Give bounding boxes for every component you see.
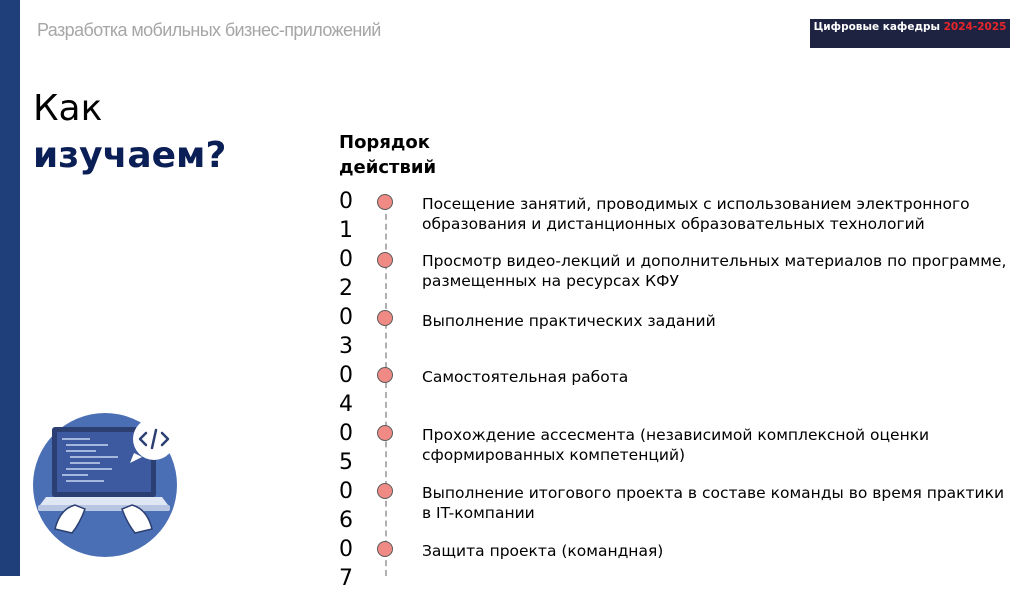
step-number: 01 [339,189,353,243]
step-dot [377,425,393,441]
step-number: 02 [339,247,353,301]
section-title: Порядок действий [339,132,437,178]
course-title: Разработка мобильных бизнес-приложений [37,20,381,40]
step-text: Выполнение практических заданий [422,312,716,330]
left-accent-bar [0,0,20,576]
step-dot [377,541,393,557]
laptop-coding-illustration [30,405,190,565]
step-text: Выполнение итогового проекта в составе команды во время практики в IT-компании [422,484,1005,522]
slide-heading-line2: изучаем? [33,135,227,176]
badge-years: 2024-2025 [943,21,1007,33]
step-text: Защита проекта (командная) [422,542,664,560]
step-number: 06 [339,479,353,533]
step-text: Просмотр видео-лекций и дополнительных материалов по программе, размещенных на ресурсах КФУ [422,252,1007,290]
step-number: 04 [339,363,353,417]
step-dot [377,310,393,326]
digital-departments-badge [810,19,1010,48]
step-text: Самостоятельная работа [422,368,629,386]
step-dot [377,194,393,210]
step-text: Прохождение ассесмента (независимой комплексной оценки сформированных компетенций) [422,426,930,464]
badge-label: Цифровые кафедры [813,21,944,33]
step-dot [377,252,393,268]
step-number: 03 [339,305,353,359]
step-number: 07 [339,537,353,591]
step-dot [377,367,393,383]
step-dot [377,483,393,499]
step-number: 05 [339,421,353,475]
slide-heading-line1: Как [33,88,103,129]
step-text: Посещение занятий, проводимых с использованием электронного образования и дистанционных образовательных технологий [422,195,970,233]
